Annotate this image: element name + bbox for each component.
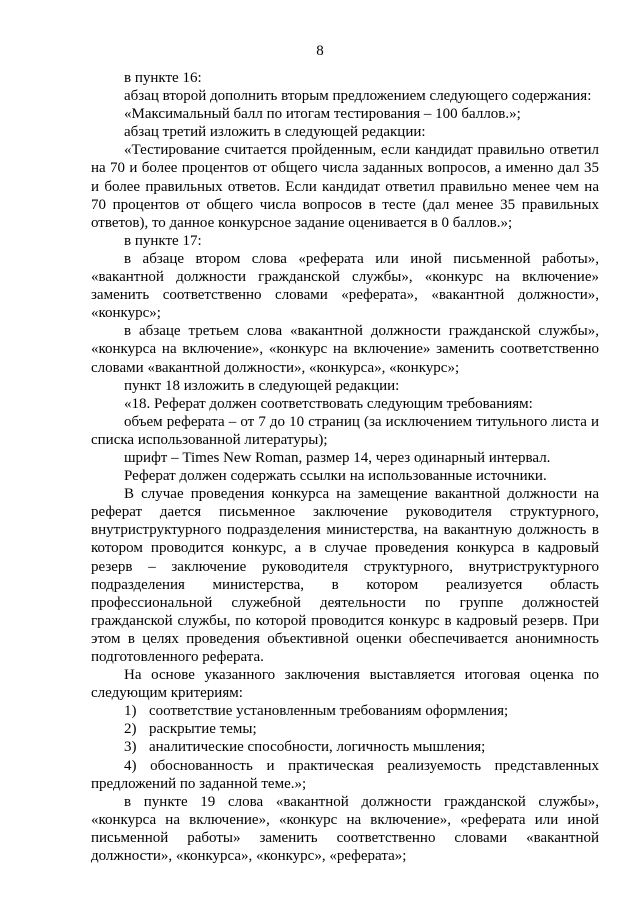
paragraph: в абзаце третьем слова «вакантной должности гражданской службы», «конкурса на включение», «конкурс на включение» заменить соответственно словами «вакантной должности», «конкурса», «конкурс»; [91, 323, 599, 376]
criteria-text: раскрытие темы; [149, 721, 257, 738]
paragraph: шрифт – Times New Roman, размер 14, через одинарный интервал. [124, 449, 551, 466]
paragraph: объем реферата – от 7 до 10 страниц (за исключением титульного листа и списка использованной литературы); [91, 413, 599, 448]
paragraph: Реферат должен содержать ссылки на использованные источники. [124, 468, 547, 485]
page-number: 8 [316, 43, 324, 59]
criteria-item-4: 4) обоснованность и практическая реализуемость представленных предложений по заданной теме.»; [91, 757, 599, 792]
criteria-number: 3) [124, 739, 137, 756]
paragraph: пункт 18 изложить в следующей редакции: [124, 377, 400, 394]
criteria-number: 1) [124, 703, 137, 720]
criteria-item [91, 720, 599, 738]
document-body [91, 69, 599, 865]
criteria-text: соответствие установленным требованиям оформления; [149, 703, 509, 720]
criteria-number: 2) [124, 721, 137, 738]
paragraph: «18. Реферат должен соответствовать следующим требованиям: [124, 395, 533, 412]
paragraph: На основе указанного заключения выставляется итоговая оценка по следующим критериям: [91, 667, 599, 702]
paragraph: «Тестирование считается пройденным, если кандидат правильно ответил на 70 и более процентов от общего числа заданных вопросов, а именно дал 35 и более правильных ответов. Если кандидат ответил правильно менее чем на 70 процентов от общего числа вопросов в тесте (дал менее 35 правильных ответов), то данное конкурсное задание оценивается в 0 баллов.»; [91, 142, 599, 231]
paragraph: в пункте 17: [124, 232, 202, 249]
paragraph: «Максимальный балл по итогам тестирования – 100 баллов.»; [124, 106, 521, 123]
criteria-item [91, 702, 599, 720]
paragraph: В случае проведения конкурса на замещение вакантной должности на реферат дается письменное заключение руководителя структурного, внутриструктурного подразделения министерства, на вакантную должность в котором проводится конкурс, а в случае проведения конкурса в кадровый резерв – заключение руководителя структурного, внутриструктурного подразделения министерства, в котором реализуется область профессиональной служебной деятельности по группе должностей гражданской службы, по которой проводится конкурс в кадровый резерв. При этом в целях проведения объективной оценки обеспечивается анонимность подготовленного реферата. [91, 486, 599, 665]
criteria-text: аналитические способности, логичность мышления; [149, 739, 486, 756]
paragraph: в пункте 19 слова «вакантной должности гражданской службы», «конкурса на включение», «конкурс на включение», «реферата или иной письменной работы» заменить соответственно словами «вакантной должности», «конкурса», «конкурс», «реферата»; [91, 793, 599, 865]
paragraph: абзац второй дополнить вторым предложением следующего содержания: [124, 88, 592, 105]
criteria-item [91, 738, 599, 756]
paragraph: в абзаце втором слова «реферата или иной письменной работы», «вакантной должности гражданской службы», «конкурс на включение» заменить соответственно словами «реферата», «вакантной должности», «конкурс»; [91, 250, 599, 322]
paragraph: абзац третий изложить в следующей редакции: [124, 124, 426, 141]
paragraph: в пункте 16: [124, 70, 202, 86]
